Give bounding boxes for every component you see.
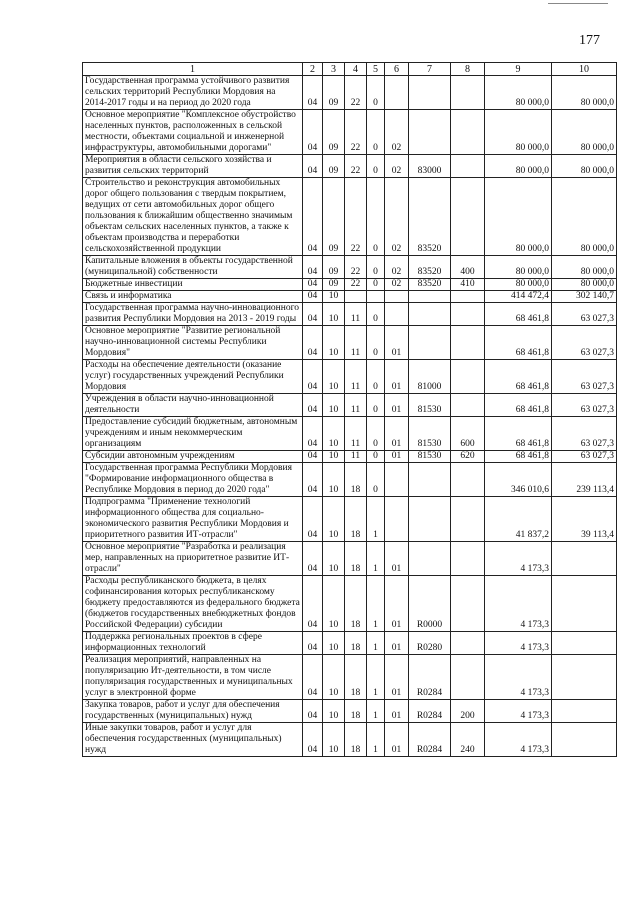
table-row [83, 291, 617, 303]
row-amount-year-1: 4 173,3 [485, 576, 552, 632]
row-code-ministry: 04 [303, 155, 323, 178]
row-code-section: 10 [323, 655, 345, 700]
row-code-expense-type: 620 [451, 451, 485, 463]
row-amount-year-1: 80 000,0 [485, 110, 552, 155]
row-code-section: 09 [323, 110, 345, 155]
table-row [83, 279, 617, 291]
row-code-expense-type [451, 497, 485, 542]
row-code-direction: R0280 [409, 632, 451, 655]
row-code-section: 10 [323, 463, 345, 497]
row-description: Основное мероприятие "Разработка и реализация мер, направленных на приоритетное развитие ИТ-отрасли" [83, 542, 303, 576]
row-code-direction: 81000 [409, 360, 451, 394]
table-row [83, 155, 617, 178]
row-code-section: 10 [323, 497, 345, 542]
row-amount-year-1: 68 461,8 [485, 394, 552, 417]
table-row [83, 178, 617, 256]
row-amount-year-1: 41 837,2 [485, 497, 552, 542]
row-description: Связь и информатика [83, 291, 303, 303]
table-row [83, 576, 617, 632]
row-amount-year-1: 4 173,3 [485, 723, 552, 757]
row-code-ministry: 04 [303, 417, 323, 451]
row-code-expense-type [451, 76, 485, 110]
row-description: Государственная программа Республики Мордовия "Формирование информационного общества в Республике Мордовия в период до 2020 года" [83, 463, 303, 497]
row-description: Иные закупки товаров, работ и услуг для обеспечения государственных (муниципальных) нужд [83, 723, 303, 757]
row-amount-year-1: 4 173,3 [485, 542, 552, 576]
row-code-section: 10 [323, 723, 345, 757]
row-code-section: 10 [323, 451, 345, 463]
column-header: 7 [409, 63, 451, 76]
row-amount-year-1: 80 000,0 [485, 279, 552, 291]
row-amount-year-2: 63 027,3 [552, 326, 617, 360]
row-code-expense-type [451, 303, 485, 326]
row-amount-year-1: 80 000,0 [485, 178, 552, 256]
row-code-subprogram: 0 [367, 326, 385, 360]
row-amount-year-1: 68 461,8 [485, 326, 552, 360]
column-header: 10 [552, 63, 617, 76]
row-amount-year-2: 63 027,3 [552, 360, 617, 394]
row-code-section: 10 [323, 700, 345, 723]
row-code-activity: 02 [385, 178, 409, 256]
row-code-expense-type [451, 542, 485, 576]
row-amount-year-2: 80 000,0 [552, 155, 617, 178]
row-description: Основное мероприятие "Комплексное обустройство населенных пунктов, расположенных в сельской местности, объектами социальной и инженерной инфраструктуры, автомобильными дорогами" [83, 110, 303, 155]
row-code-section: 09 [323, 76, 345, 110]
row-code-activity: 01 [385, 723, 409, 757]
row-code-subsection: 22 [345, 76, 367, 110]
row-code-subprogram: 0 [367, 76, 385, 110]
row-code-subsection: 11 [345, 394, 367, 417]
row-code-subsection: 22 [345, 256, 367, 279]
row-code-activity: 02 [385, 110, 409, 155]
row-amount-year-2: 80 000,0 [552, 256, 617, 279]
table-row [83, 360, 617, 394]
row-description: Государственная программа научно-инновационного развития Республики Мордовия на 2013 - 2019 годы [83, 303, 303, 326]
row-amount-year-2: 63 027,3 [552, 303, 617, 326]
row-amount-year-2: 63 027,3 [552, 394, 617, 417]
row-description: Учреждения в области научно-инновационной деятельности [83, 394, 303, 417]
row-code-expense-type [451, 360, 485, 394]
row-code-direction: 83520 [409, 256, 451, 279]
row-amount-year-2 [552, 655, 617, 700]
row-code-subsection [345, 291, 367, 303]
row-code-ministry: 04 [303, 326, 323, 360]
row-amount-year-1: 80 000,0 [485, 256, 552, 279]
row-code-expense-type [451, 463, 485, 497]
row-code-section: 10 [323, 417, 345, 451]
row-amount-year-2: 63 027,3 [552, 417, 617, 451]
row-description: Субсидии автономным учреждениям [83, 451, 303, 463]
row-code-activity: 01 [385, 632, 409, 655]
row-code-section: 10 [323, 303, 345, 326]
row-code-ministry: 04 [303, 655, 323, 700]
row-amount-year-2: 239 113,4 [552, 463, 617, 497]
row-code-subprogram: 0 [367, 303, 385, 326]
row-code-expense-type [451, 326, 485, 360]
column-header: 9 [485, 63, 552, 76]
row-code-subsection: 18 [345, 542, 367, 576]
table-row [83, 326, 617, 360]
row-code-direction [409, 291, 451, 303]
row-amount-year-1: 68 461,8 [485, 303, 552, 326]
row-amount-year-1: 414 472,4 [485, 291, 552, 303]
row-code-activity: 02 [385, 155, 409, 178]
row-code-ministry: 04 [303, 463, 323, 497]
row-code-subprogram: 0 [367, 463, 385, 497]
row-code-direction: 83520 [409, 178, 451, 256]
row-code-activity: 01 [385, 451, 409, 463]
row-code-direction: R0284 [409, 723, 451, 757]
row-code-section: 09 [323, 256, 345, 279]
row-description: Предоставление субсидий бюджетным, автономным учреждениям и иным некоммерческим организациям [83, 417, 303, 451]
row-code-expense-type [451, 155, 485, 178]
row-description: Расходы республиканского бюджета, в целях софинансирования которых республиканскому бюджету предоставляются из федерального бюджета (бюджетов государственных внебюджетных фондов Российской Федерации) субсидии [83, 576, 303, 632]
row-code-ministry: 04 [303, 394, 323, 417]
row-code-ministry: 04 [303, 497, 323, 542]
row-code-ministry: 04 [303, 632, 323, 655]
row-amount-year-1: 346 010,6 [485, 463, 552, 497]
row-description: Государственная программа устойчивого развития сельских территорий Республики Мордовия на 2014-2017 годы и на период до 2020 года [83, 76, 303, 110]
column-header: 2 [303, 63, 323, 76]
row-amount-year-1: 4 173,3 [485, 700, 552, 723]
row-code-activity [385, 463, 409, 497]
row-code-direction: 81530 [409, 451, 451, 463]
row-description: Капитальные вложения в объекты государственной (муниципальной) собственности [83, 256, 303, 279]
row-code-activity [385, 76, 409, 110]
row-code-ministry: 04 [303, 303, 323, 326]
row-code-direction [409, 497, 451, 542]
row-code-expense-type [451, 178, 485, 256]
row-description: Бюджетные инвестиции [83, 279, 303, 291]
table-row [83, 542, 617, 576]
table-row [83, 463, 617, 497]
row-code-expense-type [451, 110, 485, 155]
row-amount-year-1: 80 000,0 [485, 155, 552, 178]
row-code-subsection: 22 [345, 178, 367, 256]
row-code-activity: 01 [385, 576, 409, 632]
row-code-ministry: 04 [303, 700, 323, 723]
row-code-subprogram: 0 [367, 394, 385, 417]
row-code-section: 10 [323, 291, 345, 303]
row-code-subsection: 18 [345, 700, 367, 723]
row-code-subsection: 11 [345, 417, 367, 451]
row-amount-year-2 [552, 700, 617, 723]
row-code-expense-type: 410 [451, 279, 485, 291]
row-code-expense-type [451, 655, 485, 700]
row-amount-year-2 [552, 723, 617, 757]
table-body [83, 76, 617, 757]
row-code-section: 09 [323, 279, 345, 291]
row-amount-year-2: 80 000,0 [552, 76, 617, 110]
row-code-ministry: 04 [303, 291, 323, 303]
row-code-subprogram: 1 [367, 497, 385, 542]
row-code-subprogram: 1 [367, 700, 385, 723]
row-code-subsection: 22 [345, 155, 367, 178]
row-code-ministry: 04 [303, 76, 323, 110]
page-number: 177 [579, 33, 600, 48]
table-row [83, 256, 617, 279]
row-code-ministry: 04 [303, 576, 323, 632]
row-code-activity: 01 [385, 655, 409, 700]
row-amount-year-2 [552, 542, 617, 576]
row-code-subsection: 18 [345, 497, 367, 542]
row-code-subsection: 11 [345, 451, 367, 463]
row-code-section: 10 [323, 542, 345, 576]
row-amount-year-1: 68 461,8 [485, 451, 552, 463]
table-row [83, 632, 617, 655]
row-amount-year-2: 302 140,7 [552, 291, 617, 303]
row-code-subsection: 11 [345, 360, 367, 394]
row-code-activity: 01 [385, 360, 409, 394]
row-code-direction [409, 303, 451, 326]
column-header: 5 [367, 63, 385, 76]
row-code-subsection: 18 [345, 723, 367, 757]
row-code-direction: 83520 [409, 279, 451, 291]
row-code-activity: 02 [385, 279, 409, 291]
row-code-subprogram [367, 291, 385, 303]
row-code-ministry: 04 [303, 178, 323, 256]
row-code-section: 09 [323, 155, 345, 178]
row-code-direction: 83000 [409, 155, 451, 178]
table-row [83, 451, 617, 463]
row-amount-year-1: 68 461,8 [485, 360, 552, 394]
row-code-ministry: 04 [303, 110, 323, 155]
row-code-expense-type: 400 [451, 256, 485, 279]
row-description: Закупка товаров, работ и услуг для обеспечения государственных (муниципальных) нужд [83, 700, 303, 723]
row-description: Поддержка региональных проектов в сфере информационных технологий [83, 632, 303, 655]
row-code-subsection: 18 [345, 655, 367, 700]
table-row [83, 655, 617, 700]
row-code-activity: 01 [385, 700, 409, 723]
row-code-activity: 01 [385, 394, 409, 417]
row-description: Основное мероприятие "Развитие региональной научно-инновационной системы Республики Мордовия" [83, 326, 303, 360]
row-code-subprogram: 1 [367, 723, 385, 757]
row-code-expense-type [451, 576, 485, 632]
row-code-ministry: 04 [303, 279, 323, 291]
row-code-direction [409, 326, 451, 360]
column-header: 6 [385, 63, 409, 76]
row-amount-year-2 [552, 632, 617, 655]
top-rule [548, 3, 608, 4]
row-code-section: 10 [323, 360, 345, 394]
row-description: Подпрограмма "Применение технологий информационного общества для социально-экономического развития Республики Мордовия и приоритетного развития ИТ-отрасли" [83, 497, 303, 542]
row-amount-year-1: 68 461,8 [485, 417, 552, 451]
row-code-section: 10 [323, 632, 345, 655]
row-code-direction: R0284 [409, 655, 451, 700]
row-code-expense-type [451, 394, 485, 417]
row-code-direction: 81530 [409, 417, 451, 451]
table-row [83, 303, 617, 326]
table-row [83, 497, 617, 542]
row-code-direction [409, 110, 451, 155]
row-code-subprogram: 1 [367, 655, 385, 700]
row-description: Реализация мероприятий, направленных на популяризацию Ит-деятельности, в том числе популяризация государственных и муниципальных услуг в электронной форме [83, 655, 303, 700]
row-code-direction: 81530 [409, 394, 451, 417]
row-code-section: 10 [323, 394, 345, 417]
row-code-expense-type [451, 291, 485, 303]
table-row [83, 417, 617, 451]
row-code-activity: 02 [385, 256, 409, 279]
row-code-expense-type [451, 632, 485, 655]
row-code-subprogram: 0 [367, 279, 385, 291]
column-header: 3 [323, 63, 345, 76]
row-code-subprogram: 1 [367, 542, 385, 576]
column-header: 4 [345, 63, 367, 76]
row-code-subprogram: 0 [367, 155, 385, 178]
row-code-section: 09 [323, 178, 345, 256]
row-code-subprogram: 0 [367, 178, 385, 256]
row-amount-year-2: 63 027,3 [552, 451, 617, 463]
row-amount-year-2: 80 000,0 [552, 110, 617, 155]
row-description: Строительство и реконструкция автомобильных дорог общего пользования с твердым покрытием, ведущих от сети автомобильных дорог общего пользования к ближайшим общественно значимым объектам сельских населенных пунктов, а также к объектам производства и переработки сельскохозяйственной продукции [83, 178, 303, 256]
table-row [83, 700, 617, 723]
row-code-subsection: 11 [345, 326, 367, 360]
row-code-direction: R0000 [409, 576, 451, 632]
row-code-direction: R0284 [409, 700, 451, 723]
row-code-subprogram: 0 [367, 360, 385, 394]
row-code-activity [385, 291, 409, 303]
row-code-subsection: 22 [345, 279, 367, 291]
row-code-section: 10 [323, 576, 345, 632]
table-row [83, 394, 617, 417]
row-description: Расходы на обеспечение деятельности (оказание услуг) государственных учреждений Республики Мордовия [83, 360, 303, 394]
row-amount-year-2 [552, 576, 617, 632]
row-code-activity [385, 303, 409, 326]
row-code-subsection: 18 [345, 576, 367, 632]
row-amount-year-1: 4 173,3 [485, 655, 552, 700]
table-row [83, 76, 617, 110]
row-code-subprogram: 0 [367, 451, 385, 463]
row-description: Мероприятия в области сельского хозяйства и развития сельских территорий [83, 155, 303, 178]
row-code-activity [385, 497, 409, 542]
row-code-subprogram: 0 [367, 417, 385, 451]
column-header: 8 [451, 63, 485, 76]
row-code-subsection: 18 [345, 632, 367, 655]
row-code-subprogram: 1 [367, 576, 385, 632]
row-code-direction [409, 76, 451, 110]
row-code-subsection: 22 [345, 110, 367, 155]
table-row [83, 723, 617, 757]
row-code-subprogram: 0 [367, 110, 385, 155]
row-code-ministry: 04 [303, 542, 323, 576]
row-code-section: 10 [323, 326, 345, 360]
row-amount-year-2: 39 113,4 [552, 497, 617, 542]
row-code-activity: 01 [385, 326, 409, 360]
row-code-expense-type: 600 [451, 417, 485, 451]
row-amount-year-1: 80 000,0 [485, 76, 552, 110]
row-code-ministry: 04 [303, 723, 323, 757]
row-code-ministry: 04 [303, 360, 323, 394]
row-code-expense-type: 200 [451, 700, 485, 723]
row-amount-year-2: 80 000,0 [552, 279, 617, 291]
row-code-direction [409, 463, 451, 497]
row-amount-year-1: 4 173,3 [485, 632, 552, 655]
row-amount-year-2: 80 000,0 [552, 178, 617, 256]
column-header: 1 [83, 63, 303, 76]
table-row [83, 110, 617, 155]
row-code-subsection: 18 [345, 463, 367, 497]
row-code-subsection: 11 [345, 303, 367, 326]
row-code-subprogram: 0 [367, 256, 385, 279]
row-code-expense-type: 240 [451, 723, 485, 757]
row-code-subprogram: 1 [367, 632, 385, 655]
row-code-ministry: 04 [303, 451, 323, 463]
row-code-ministry: 04 [303, 256, 323, 279]
row-code-activity: 01 [385, 542, 409, 576]
row-code-activity: 01 [385, 417, 409, 451]
budget-table [82, 62, 617, 757]
row-code-direction [409, 542, 451, 576]
table-header-row [83, 63, 617, 76]
